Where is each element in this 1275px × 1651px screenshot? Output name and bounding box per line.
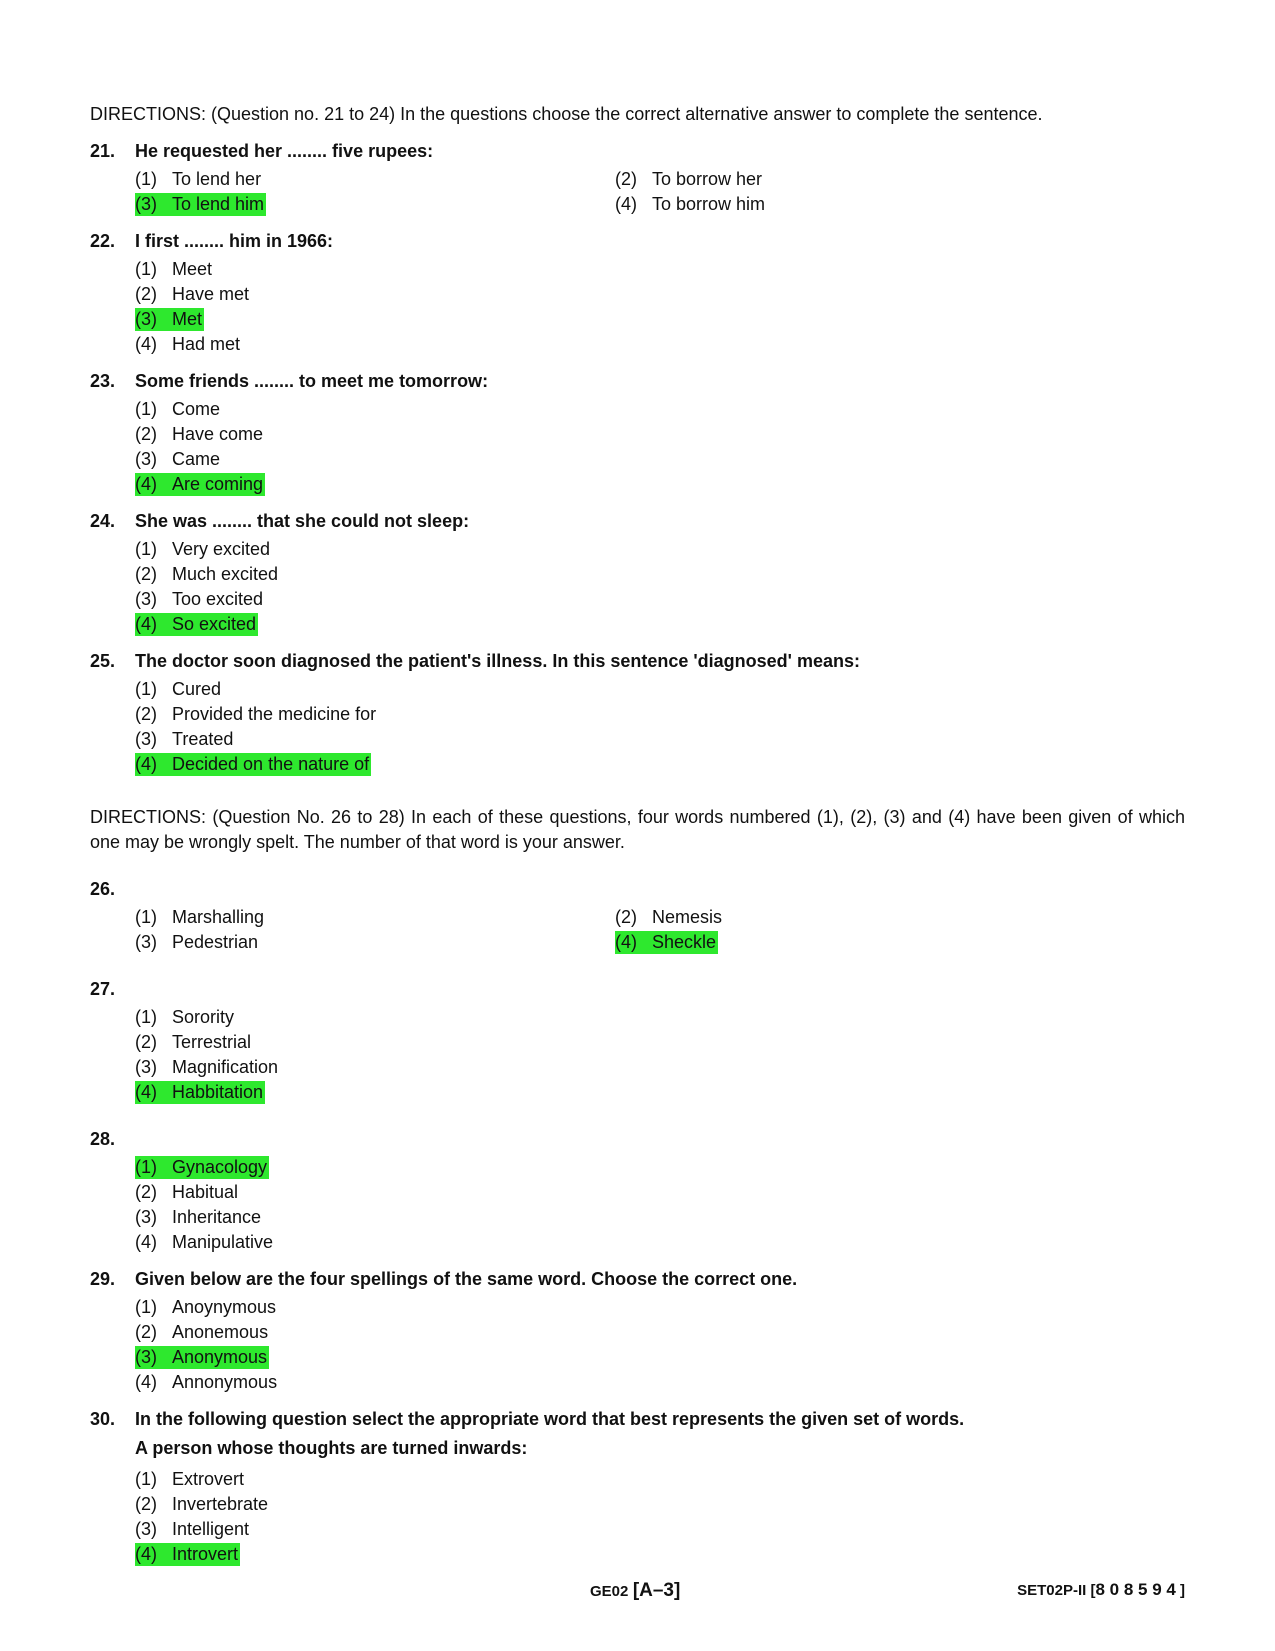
question-text: [135, 1127, 1185, 1152]
option-1[interactable]: [135, 1005, 1185, 1030]
option-text: Annonymous: [172, 1372, 278, 1392]
option-2[interactable]: [615, 905, 1095, 930]
question-text: I first ........ him in 1966:: [135, 231, 334, 251]
answer-highlight: [135, 1346, 269, 1369]
option-text: To lend her: [172, 169, 262, 189]
option-2[interactable]: [135, 1180, 1185, 1205]
answer-highlight: [135, 193, 266, 216]
option-text: To borrow her: [652, 169, 763, 189]
option-number: (1): [135, 1297, 157, 1317]
option-3[interactable]: [135, 587, 1185, 612]
option-number: (4): [135, 1232, 157, 1252]
option-text: Anoynymous: [172, 1297, 277, 1317]
option-number: (2): [135, 1032, 157, 1052]
option-text: Had met: [172, 334, 241, 354]
option-1[interactable]: [135, 905, 615, 930]
question-number: 28.: [90, 1129, 116, 1149]
option-text: Terrestrial: [172, 1032, 252, 1052]
option-1[interactable]: [135, 1295, 1185, 1320]
question-number: 25.: [90, 651, 116, 671]
exam-page: [90, 102, 1185, 1567]
option-number: (3): [135, 932, 157, 952]
option-text: Invertebrate: [172, 1494, 269, 1514]
option-text: Gynacology: [172, 1157, 268, 1177]
option-number: (4): [135, 1082, 157, 1102]
answer-highlight: [135, 753, 371, 776]
option-number: (3): [135, 1207, 157, 1227]
option-text: Much excited: [172, 564, 279, 584]
option-2[interactable]: [135, 1320, 1185, 1345]
option-number: (1): [135, 399, 157, 419]
option-text: Nemesis: [652, 907, 723, 927]
option-number: (1): [135, 907, 157, 927]
question-24: [90, 509, 1185, 637]
question-text: The doctor soon diagnosed the patient's illness. In this sentence 'diagnosed' means:: [135, 651, 860, 671]
option-2[interactable]: [615, 167, 1095, 192]
option-1[interactable]: [135, 257, 1185, 282]
question-25: [90, 649, 1185, 777]
option-1[interactable]: [135, 1467, 1185, 1492]
option-4-answer[interactable]: [135, 1080, 1185, 1105]
option-text: Have come: [172, 424, 264, 444]
option-text: Have met: [172, 284, 250, 304]
option-4-answer[interactable]: [135, 472, 1185, 497]
option-1[interactable]: [135, 677, 1185, 702]
question-text: She was ........ that she could not sleep:: [135, 511, 470, 531]
question-text: In the following question select the appropriate word that best represents the given set of words.: [135, 1409, 965, 1429]
option-text: Decided on the nature of: [172, 754, 370, 774]
option-text: Treated: [172, 729, 234, 749]
option-number: (2): [135, 564, 157, 584]
option-3-answer[interactable]: [135, 192, 615, 217]
option-text: To lend him: [172, 194, 265, 214]
serial-number: 8 0 8 5 9 4: [1095, 1580, 1176, 1599]
question-22: [90, 229, 1185, 357]
option-1[interactable]: [135, 397, 1185, 422]
option-number: (2): [135, 1322, 157, 1342]
set-label: SET02P-II [: [1017, 1582, 1096, 1599]
option-text: So excited: [172, 614, 257, 634]
option-text: Intelligent: [172, 1519, 250, 1539]
option-text: Marshalling: [172, 907, 265, 927]
option-4-answer[interactable]: [135, 612, 1185, 637]
option-text: Came: [172, 449, 221, 469]
option-3-answer[interactable]: [135, 307, 1185, 332]
footer-page-code: [590, 1580, 680, 1602]
option-4[interactable]: [135, 1230, 1185, 1255]
option-text: Sheckle: [652, 932, 717, 952]
option-3[interactable]: [135, 1517, 1185, 1542]
question-number: 30.: [90, 1409, 116, 1429]
option-text: Cured: [172, 679, 222, 699]
question-21: [90, 139, 1185, 217]
option-number: (1): [135, 679, 157, 699]
question-text: Given below are the four spellings of the same word. Choose the correct one.: [135, 1269, 798, 1289]
option-text: Meet: [172, 259, 213, 279]
option-number: (1): [135, 1157, 157, 1177]
option-3[interactable]: [135, 930, 615, 955]
option-text: Habitual: [172, 1182, 239, 1202]
option-number: (4): [135, 1372, 157, 1392]
option-text: Inheritance: [172, 1207, 262, 1227]
option-number: (4): [135, 614, 157, 634]
question-number: 23.: [90, 371, 116, 391]
option-number: (1): [135, 169, 157, 189]
answer-highlight: [135, 473, 265, 496]
option-number: (3): [135, 729, 157, 749]
option-text: Anonymous: [172, 1347, 268, 1367]
option-number: (4): [615, 194, 637, 214]
option-3[interactable]: [135, 727, 1185, 752]
option-number: (2): [135, 1494, 157, 1514]
option-text: Introvert: [172, 1544, 239, 1564]
question-29: [90, 1267, 1185, 1395]
option-4-answer[interactable]: [615, 930, 1095, 955]
question-23: [90, 369, 1185, 497]
option-text: Extrovert: [172, 1469, 245, 1489]
question-number: 27.: [90, 979, 116, 999]
option-1[interactable]: [135, 537, 1185, 562]
option-3[interactable]: [135, 447, 1185, 472]
option-number: (3): [135, 1057, 157, 1077]
option-3[interactable]: [135, 1055, 1185, 1080]
option-number: (1): [135, 259, 157, 279]
question-text: He requested her ........ five rupees:: [135, 141, 434, 161]
option-number: (3): [135, 194, 157, 214]
option-2[interactable]: [135, 1492, 1185, 1517]
option-2[interactable]: [135, 282, 1185, 307]
paper-code: GE02: [590, 1583, 629, 1600]
option-text: Very excited: [172, 539, 271, 559]
question-number: 29.: [90, 1269, 116, 1289]
option-number: (4): [135, 334, 157, 354]
question-text: [135, 877, 1185, 902]
option-text: Sorority: [172, 1007, 235, 1027]
page-number: [A–3]: [632, 1580, 681, 1601]
option-1-answer[interactable]: [135, 1155, 1185, 1180]
answer-highlight: [135, 308, 204, 331]
option-number: (2): [135, 704, 157, 724]
question-number: 24.: [90, 511, 116, 531]
option-number: (3): [135, 309, 157, 329]
option-number: (2): [135, 1182, 157, 1202]
option-text: Habbitation: [172, 1082, 264, 1102]
option-number: (3): [135, 1347, 157, 1367]
answer-highlight: [615, 931, 718, 954]
option-text: Anonemous: [172, 1322, 269, 1342]
option-text: Come: [172, 399, 221, 419]
page-footer: [0, 1580, 1275, 1610]
directions-21-24: DIRECTIONS: (Question no. 21 to 24) In the questions choose the correct alternative answer to complete the sentence.: [90, 104, 1043, 124]
answer-highlight: [135, 1081, 265, 1104]
option-2[interactable]: [135, 1030, 1185, 1055]
option-number: (2): [135, 284, 157, 304]
question-number: 26.: [90, 879, 116, 899]
option-number: (3): [135, 449, 157, 469]
answer-highlight: [135, 1543, 240, 1566]
option-4[interactable]: [135, 332, 1185, 357]
option-text: Manipulative: [172, 1232, 274, 1252]
option-number: (2): [615, 907, 637, 927]
option-number: (4): [615, 932, 637, 952]
option-number: (1): [135, 539, 157, 559]
question-number: 21.: [90, 141, 116, 161]
option-4[interactable]: [615, 192, 1095, 217]
option-number: (2): [615, 169, 637, 189]
option-number: (4): [135, 1544, 157, 1564]
option-4-answer[interactable]: [135, 1542, 1185, 1567]
option-4[interactable]: [135, 1370, 1185, 1395]
question-27: [90, 977, 1185, 1105]
option-3-answer[interactable]: [135, 1345, 1185, 1370]
answer-highlight: [135, 613, 258, 636]
question-text: [135, 977, 1185, 1002]
option-number: (3): [135, 589, 157, 609]
option-2[interactable]: [135, 702, 1185, 727]
option-number: (1): [135, 1469, 157, 1489]
set-close: ]: [1180, 1582, 1185, 1599]
question-subtext: A person whose thoughts are turned inwards:: [135, 1438, 528, 1458]
option-text: Magnification: [172, 1057, 279, 1077]
question-text: Some friends ........ to meet me tomorrow:: [135, 371, 489, 391]
option-2[interactable]: [135, 562, 1185, 587]
question-28: [90, 1127, 1185, 1255]
option-number: (4): [135, 754, 157, 774]
answer-highlight: [135, 1156, 269, 1179]
option-1[interactable]: [135, 167, 615, 192]
option-2[interactable]: [135, 422, 1185, 447]
option-number: (3): [135, 1519, 157, 1539]
question-26: [90, 877, 1185, 955]
directions-26-28: DIRECTIONS: (Question No. 26 to 28) In each of these questions, four words numbered (1), (2), (3) and (4) have been given of which one may be wrongly spelt. The number of that word is your answer.: [90, 807, 1185, 852]
option-4-answer[interactable]: [135, 752, 1185, 777]
option-text: Too excited: [172, 589, 264, 609]
question-number: 22.: [90, 231, 116, 251]
option-number: (1): [135, 1007, 157, 1027]
option-text: Pedestrian: [172, 932, 259, 952]
option-3[interactable]: [135, 1205, 1185, 1230]
option-text: Are coming: [172, 474, 264, 494]
option-text: Provided the medicine for: [172, 704, 377, 724]
option-text: Met: [172, 309, 203, 329]
option-number: (4): [135, 474, 157, 494]
question-30: [90, 1407, 1185, 1567]
option-number: (2): [135, 424, 157, 444]
footer-set-code: [1017, 1580, 1185, 1600]
option-text: To borrow him: [652, 194, 766, 214]
